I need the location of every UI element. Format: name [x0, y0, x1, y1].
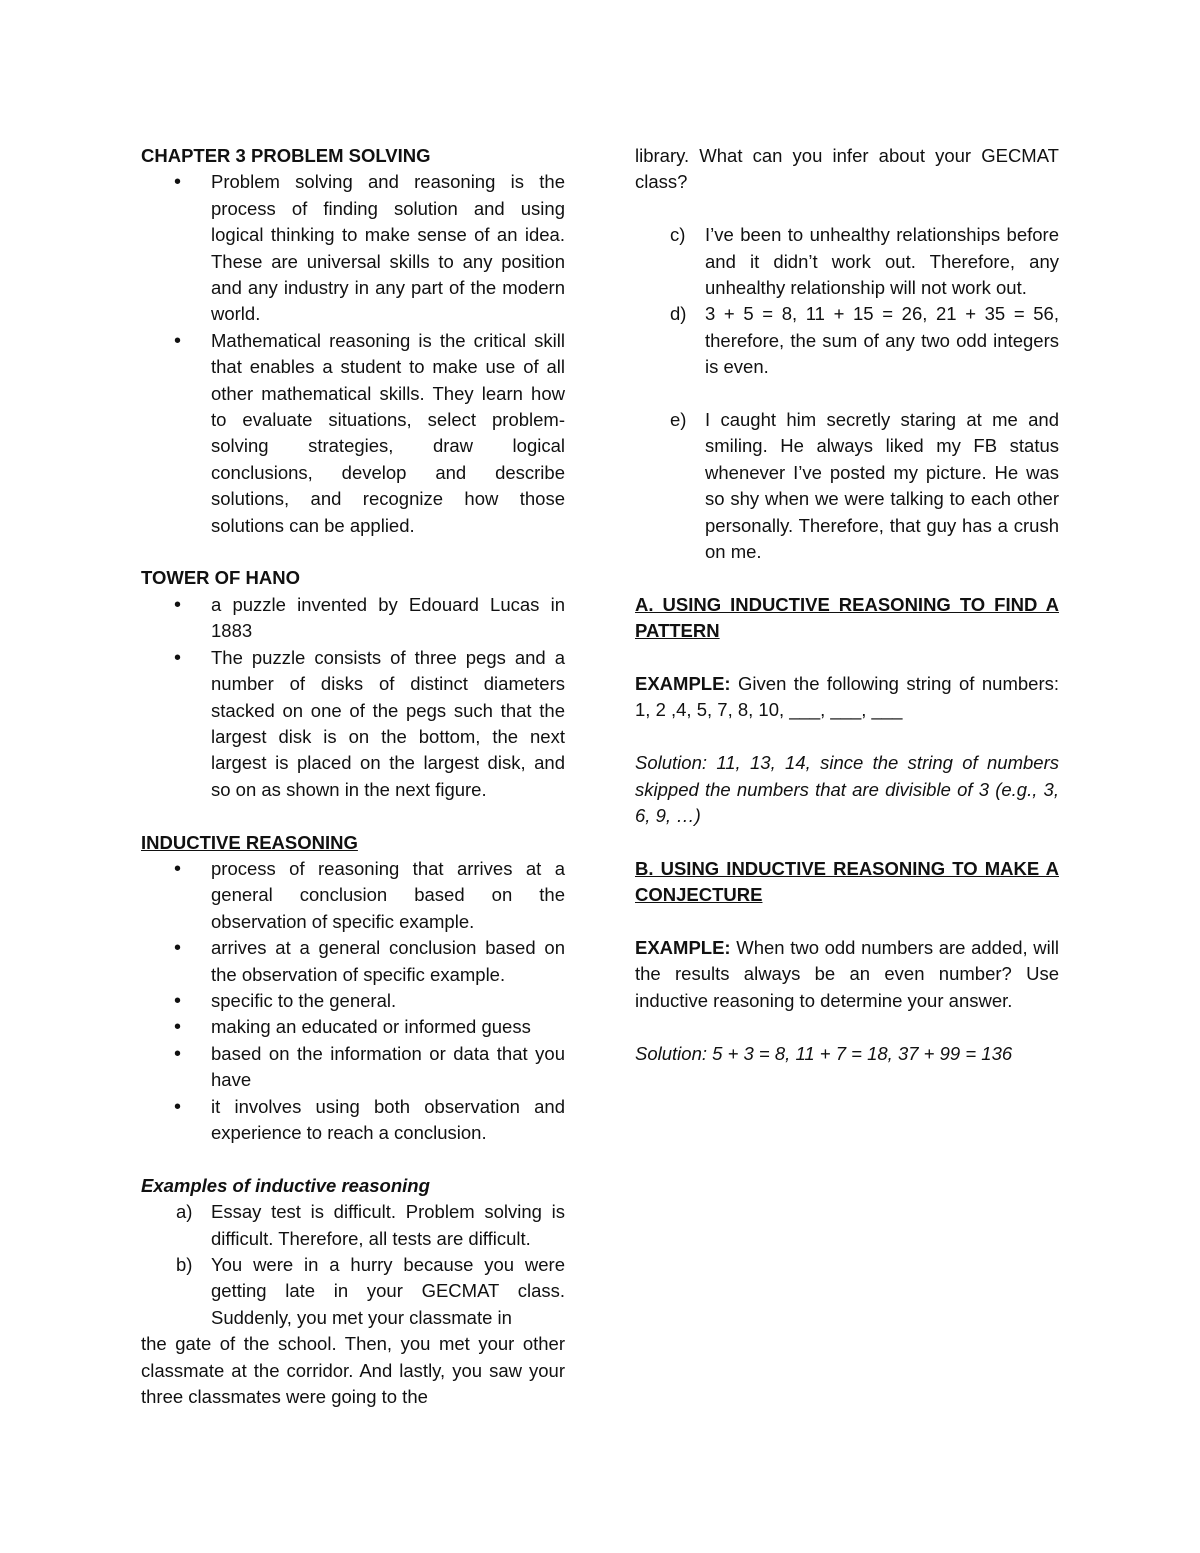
example-marker: e)	[670, 409, 687, 431]
inductive-title: INDUCTIVE REASONING	[141, 831, 358, 853]
inductive-bullet: • it involves using both observation and experience to reach a conclusion.	[141, 1094, 565, 1147]
section-b-example	[635, 935, 1059, 1014]
inductive-bullet-list	[141, 856, 565, 1146]
chapter-bullet: • Mathematical reasoning is the critical skill that enables a student to make use of all other mathematical skills. They learn how to evaluate situations, select problem-solving strategies, draw logical conclusions, develop and describe solutions, and recognize how those solutions can be applied.	[141, 328, 565, 539]
section-b-solution: Solution: 5 + 3 = 8, 11 + 7 = 18, 37 + 99 = 136	[635, 1042, 1013, 1064]
spacer	[635, 909, 1059, 935]
example-text: I caught him secretly staring at me and smiling. He always liked my FB status whenever I’ve posted my picture. He was so shy when we were talking to each other personally. Therefore, that guy has a crush on me.	[705, 409, 1059, 563]
spacer	[141, 803, 565, 829]
section-a-example-text: Given the following string of numbers: 1, 2 ,4, 5, 7, 8, 10, ___, ___, ___	[635, 673, 1059, 721]
spacer	[635, 196, 1059, 222]
hanoi-title: TOWER OF HANO	[141, 567, 300, 589]
example-b-continued: the gate of the school. Then, you met your other classmate at the corridor. And lastly, you saw your three classmates were going to the	[141, 1333, 565, 1408]
spacer	[635, 565, 1059, 591]
example-marker: b)	[176, 1254, 193, 1276]
inductive-bullet: • process of reasoning that arrives at a general conclusion based on the observation of specific example.	[141, 856, 565, 935]
spacer	[635, 724, 1059, 750]
spacer	[635, 645, 1059, 671]
spacer	[635, 381, 1059, 407]
example-marker: d)	[670, 303, 687, 325]
inductive-bullet: • based on the information or data that you have	[141, 1041, 565, 1094]
left-column	[141, 143, 565, 1410]
example-item	[635, 301, 1059, 380]
chapter-title: CHAPTER 3 PROBLEM SOLVING	[141, 145, 431, 166]
example-item	[141, 1199, 565, 1252]
inductive-bullet: • specific to the general.	[141, 988, 565, 1014]
examples-list-continued	[635, 222, 1059, 565]
section-b-example-label: EXAMPLE:	[635, 937, 731, 959]
spacer	[635, 1014, 1059, 1040]
spacer	[141, 1146, 565, 1172]
example-item	[141, 1252, 565, 1331]
section-b-example-text: When two odd numbers are added, will the results always be an even number? Use inductive reasoning to determine your answer.	[635, 937, 1059, 1011]
hanoi-bullet-list	[141, 592, 565, 803]
chapter-bullet: • Problem solving and reasoning is the process of finding solution and using logical thinking to make sense of an idea. These are universal skills to any position and any industry in any part of the modern world.	[141, 169, 565, 327]
section-a-title: A. USING INDUCTIVE REASONING TO FIND A PATTERN	[635, 593, 1059, 642]
section-a-example	[635, 671, 1059, 724]
right-column	[635, 143, 1059, 1067]
section-b-title: B. USING INDUCTIVE REASONING TO MAKE A CONJECTURE	[635, 857, 1059, 906]
example-item	[635, 407, 1059, 565]
example-text: I’ve been to unhealthy relationships before and it didn’t work out. Therefore, any unhealthy relationship will not work out.	[705, 224, 1059, 299]
spacer	[141, 539, 565, 565]
chapter-bullet-list	[141, 169, 565, 539]
example-text: Essay test is difficult. Problem solving is difficult. Therefore, all tests are difficult.	[211, 1201, 565, 1249]
example-text: 3 + 5 = 8, 11 + 15 = 26, 21 + 35 = 56, therefore, the sum of any two odd integers is even.	[705, 303, 1059, 378]
inductive-bullet: • making an educated or informed guess	[141, 1014, 565, 1040]
section-a-solution: Solution: 11, 13, 14, since the string of numbers skipped the numbers that are divisible of 3 (e.g., 3, 6, 9, …)	[635, 752, 1059, 827]
inductive-bullet: • arrives at a general conclusion based on the observation of specific example.	[141, 935, 565, 988]
hanoi-bullet: • a puzzle invented by Edouard Lucas in 1883	[141, 592, 565, 645]
hanoi-bullet: • The puzzle consists of three pegs and a number of disks of distinct diameters stacked on one of the pegs such that the largest disk is on the bottom, the next largest is placed on the largest disk, and so on as shown in the next figure.	[141, 645, 565, 803]
example-marker: a)	[176, 1201, 193, 1223]
example-marker: c)	[670, 224, 686, 246]
example-b-end: library. What can you infer about your GECMAT class?	[635, 145, 1059, 193]
section-a-example-label: EXAMPLE:	[635, 673, 731, 695]
spacer	[635, 829, 1059, 855]
examples-list	[141, 1199, 565, 1331]
example-text: You were in a hurry because you were getting late in your GECMAT class. Suddenly, you met your classmate in	[211, 1254, 565, 1328]
example-item	[635, 222, 1059, 301]
examples-title: Examples of inductive reasoning	[141, 1174, 430, 1196]
